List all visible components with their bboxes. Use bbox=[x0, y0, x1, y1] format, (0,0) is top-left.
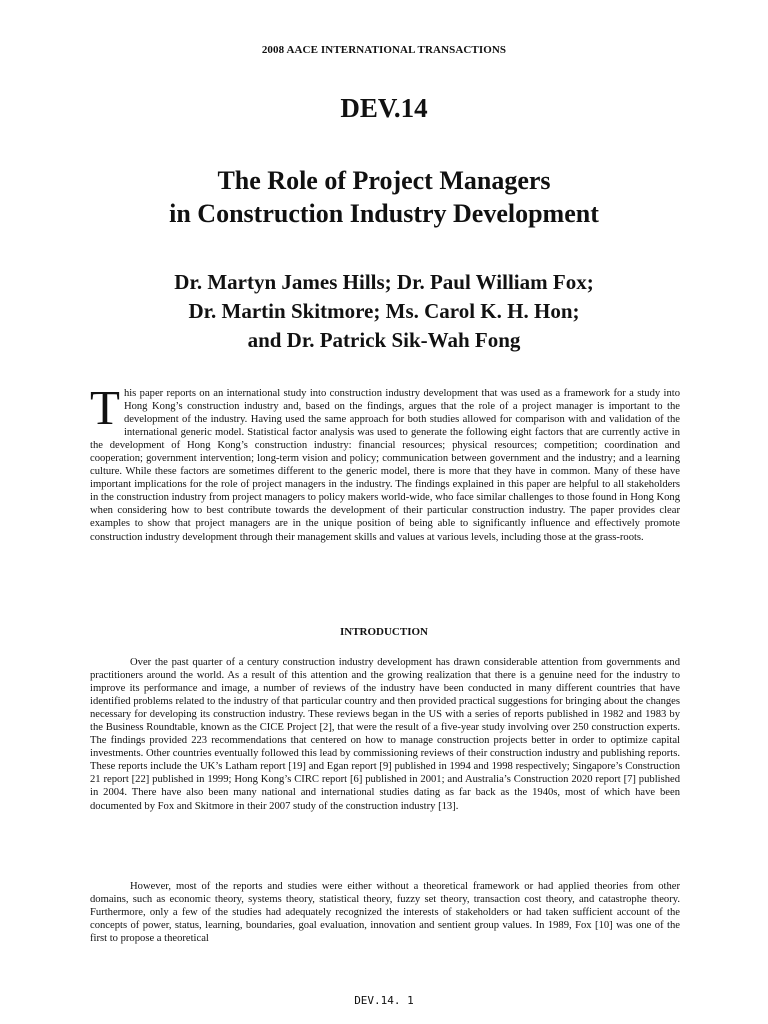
title-line-1: The Role of Project Managers bbox=[217, 166, 551, 195]
introduction-paragraph-2: However, most of the reports and studies were either without a theoretical framework or had applied theories from other domains, such as economic theory, systems theory, statistical theory, fuzzy set theory, transaction cost theory, and catastrophe theory. Furthermore, only a few of the studies had adequately recognized the interests of stakeholders or had taken sufficient account of the concepts of power, status, learning, boundaries, goal evaluation, innovation and sentient group values. In 1989, Fox [10] was one of the first to propose a theoretical bbox=[90, 881, 680, 945]
running-head: 2008 AACE INTERNATIONAL TRANSACTIONS bbox=[261, 44, 507, 56]
authors-line-1: Dr. Martyn James Hills; Dr. Paul William Fox; bbox=[174, 270, 594, 294]
abstract-dropcap: T bbox=[90, 380, 120, 435]
section-heading-introduction: INTRODUCTION bbox=[339, 626, 428, 638]
abstract-text: his paper reports on an international study into construction industry development that was used as a framework for a study into Hong Kong’s construction industry and, based on the findings, argues that the role of a project manager is important to the development of the industry. Having used the same approach for both studies allowed for comparison with and validation of the international generic model. Statistical factor analysis was used to generate the following eight factors that are currently active in the development of Hong Kong’s construction industry: financial resources; physical resources; competition; coordination and cooperation; government intervention; long-term vision and policy; communication between government and the industry; and a learning culture. While these factors are sometimes different to the generic model, there is more that they have in common. Many of these have important implications for the role of project managers in the industry. The findings explained in this paper are helpful to all stakeholders in the construction industry from project managers to policy makers world-wide, who face similar challenges to those found in Hong Kong when considering how to best contribute towards the development of their particular construction industry. The paper provides clear examples to show that project managers are in the unique position of being able to significantly influence and effectively promote construction industry development through their management skills and values at various levels, including those at the grass-roots. bbox=[90, 388, 680, 543]
page-number: DEV.14. 1 bbox=[354, 994, 414, 1007]
authors-line-2: Dr. Martin Skitmore; Ms. Carol K. H. Hon; bbox=[188, 299, 580, 323]
introduction-paragraph-1: Over the past quarter of a century construction industry development has drawn considerable attention from governments and practitioners around the world. As a result of this attention and the growing realization that there is a genuine need for the industry to improve its performance and image, a number of reviews of the industry have been conducted in many different countries that have identified problems related to the industry of that particular country and then provided practical suggestions for bringing about the changes necessary for developing its construction industry. These reviews began in the US with a series of reports published in 1982 and 1983 by the Business Roundtable, known as the CICE Project [2], that were the result of a five-year study involving over 250 construction experts. The findings provided 223 recommendations that centered on how to manage construction projects better in order to optimize capital investments. Other countries eventually followed this lead by commissioning reviews of their construction industry and publishing reports. These reports include the UK’s Latham report [19] and Egan report [9] published in 1994 and 1998 respectively; Singapore’s Construction 21 report [22] published in 1999; Hong Kong’s CIRC report [6] published in 2001; and Australia’s Construction 2020 report [7] published in 2004. There have also been many national and international studies dating as far back as the 1940s, most of which have been documented by Fox and Skitmore in their 2007 study of the construction industry [13]. bbox=[90, 657, 680, 812]
author-list bbox=[0, 268, 768, 355]
paper-title bbox=[0, 164, 768, 230]
authors-line-3: and Dr. Patrick Sik-Wah Fong bbox=[247, 328, 521, 352]
title-line-2: in Construction Industry Development bbox=[169, 199, 599, 228]
abstract bbox=[90, 380, 680, 544]
paper-id: DEV.14 bbox=[340, 93, 428, 123]
